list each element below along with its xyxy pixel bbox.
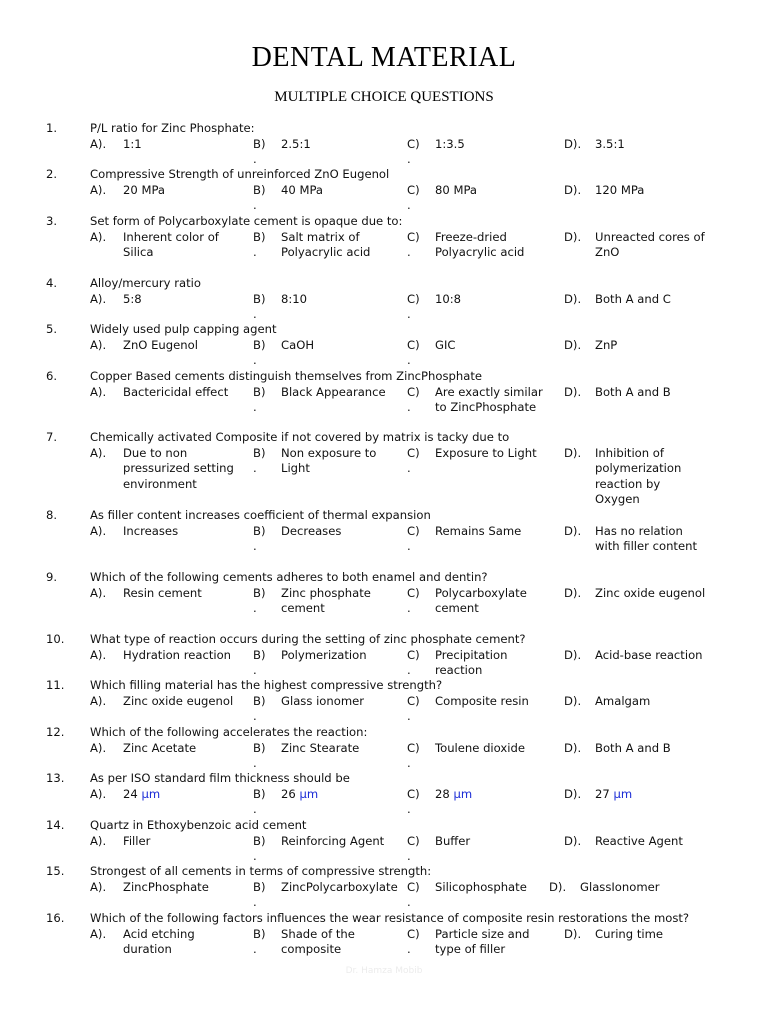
option-b-text: CaOH bbox=[281, 337, 315, 352]
question-number: 10. bbox=[46, 632, 65, 646]
label-period: . bbox=[253, 198, 257, 212]
label-period: . bbox=[253, 461, 257, 475]
option-b-label: B) bbox=[253, 647, 266, 662]
option-c-text: Remains Same bbox=[435, 523, 522, 538]
option-a-text: Zinc Acetate bbox=[123, 740, 197, 755]
option-d-text: Unreacted cores of ZnO bbox=[595, 229, 705, 259]
option-c-text: GIC bbox=[435, 337, 456, 352]
option-c-label: C) bbox=[407, 229, 420, 244]
option-b-text: Glass ionomer bbox=[281, 693, 365, 708]
question-text: What type of reaction occurs during the setting of zinc phosphate cement? bbox=[90, 632, 526, 646]
question-number: 14. bbox=[46, 818, 65, 832]
option-a-label: A). bbox=[90, 523, 107, 538]
option-c-text: Exposure to Light bbox=[435, 445, 537, 460]
option-b-label: B) bbox=[253, 136, 266, 151]
option-c-text: Toulene dioxide bbox=[435, 740, 525, 755]
option-b-text: Decreases bbox=[281, 523, 342, 538]
option-b-text: Non exposure to Light bbox=[281, 445, 377, 475]
option-d-text: Reactive Agent bbox=[595, 833, 683, 848]
option-b-label: B) bbox=[253, 445, 266, 460]
option-b-text: Polymerization bbox=[281, 647, 367, 662]
option-d-text: Has no relation with filler content bbox=[595, 523, 698, 553]
option-b-label: B) bbox=[253, 926, 266, 941]
question-number: 5. bbox=[46, 322, 58, 336]
option-c-label: C) bbox=[407, 523, 420, 538]
option-b-label: B) bbox=[253, 833, 266, 848]
label-period: . bbox=[407, 942, 411, 956]
unit-micrometer: µm bbox=[141, 786, 161, 801]
question-number: 12. bbox=[46, 725, 65, 739]
option-a-label: A). bbox=[90, 647, 107, 662]
label-period: . bbox=[407, 461, 411, 475]
option-d-text: 27 µm bbox=[595, 786, 633, 801]
question-text: P/L ratio for Zinc Phosphate: bbox=[90, 121, 255, 135]
option-a-label: A). bbox=[90, 229, 107, 244]
label-period: . bbox=[253, 709, 257, 723]
option-a-text: Due to non pressurized setting environment bbox=[123, 445, 234, 491]
option-b-label: B) bbox=[253, 229, 266, 244]
question-text: Copper Based cements distinguish themselves from ZincPhosphate bbox=[90, 369, 483, 383]
question-text: Widely used pulp capping agent bbox=[90, 322, 277, 336]
question-number: 2. bbox=[46, 167, 58, 181]
label-period: . bbox=[407, 353, 411, 367]
question-text: Which of the following accelerates the reaction: bbox=[90, 725, 368, 739]
option-b-text: 2.5:1 bbox=[281, 136, 311, 151]
option-b-text: Salt matrix of Polyacrylic acid bbox=[281, 229, 371, 259]
label-period: . bbox=[253, 756, 257, 770]
option-c-text: 10:8 bbox=[435, 291, 462, 306]
option-b-text: Zinc phosphate cement bbox=[281, 585, 371, 615]
option-b-text: Reinforcing Agent bbox=[281, 833, 385, 848]
option-a-text: Filler bbox=[123, 833, 151, 848]
option-a-label: A). bbox=[90, 879, 107, 894]
label-period: . bbox=[253, 849, 257, 863]
question-number: 4. bbox=[46, 276, 58, 290]
question-number: 1. bbox=[46, 121, 58, 135]
option-a-label: A). bbox=[90, 136, 107, 151]
label-period: . bbox=[253, 400, 257, 414]
option-d-label: D). bbox=[564, 740, 582, 755]
option-a-text: 24 µm bbox=[123, 786, 161, 801]
option-c-text: Are exactly similar to ZincPhosphate bbox=[435, 384, 543, 414]
option-b-text: 8:10 bbox=[281, 291, 308, 306]
option-c-text: Buffer bbox=[435, 833, 471, 848]
unit-micrometer: µm bbox=[453, 786, 473, 801]
question-text: Which of the following factors influences the wear resistance of composite resin restorations the most? bbox=[90, 911, 690, 925]
option-c-text: Freeze-dried Polyacrylic acid bbox=[435, 229, 525, 259]
label-period: . bbox=[253, 802, 257, 816]
option-a-label: A). bbox=[90, 445, 107, 460]
question-text: Alloy/mercury ratio bbox=[90, 276, 201, 290]
option-c-label: C) bbox=[407, 693, 420, 708]
label-period: . bbox=[407, 307, 411, 321]
option-d-label: D). bbox=[564, 136, 582, 151]
option-c-text: 1:3.5 bbox=[435, 136, 465, 151]
question-number: 8. bbox=[46, 508, 58, 522]
option-d-label: D). bbox=[564, 523, 582, 538]
option-c-label: C) bbox=[407, 337, 420, 352]
option-c-label: C) bbox=[407, 384, 420, 399]
option-a-label: A). bbox=[90, 740, 107, 755]
label-period: . bbox=[407, 663, 411, 677]
option-d-text: Curing time bbox=[595, 926, 664, 941]
option-c-label: C) bbox=[407, 136, 420, 151]
label-period: . bbox=[253, 245, 257, 259]
option-d-text: Both A and B bbox=[595, 384, 671, 399]
option-c-label: C) bbox=[407, 182, 420, 197]
option-b-label: B) bbox=[253, 740, 266, 755]
option-d-text: Both A and B bbox=[595, 740, 671, 755]
option-a-label: A). bbox=[90, 926, 107, 941]
option-a-text: 20 MPa bbox=[123, 182, 166, 197]
option-a-label: A). bbox=[90, 291, 107, 306]
option-d-label: D). bbox=[564, 585, 582, 600]
unit-micrometer: µm bbox=[613, 786, 633, 801]
label-period: . bbox=[407, 400, 411, 414]
label-period: . bbox=[253, 895, 257, 909]
question-text: Quartz in Ethoxybenzoic acid cement bbox=[90, 818, 307, 832]
option-d-text: Amalgam bbox=[595, 693, 651, 708]
option-c-label: C) bbox=[407, 445, 420, 460]
option-a-label: A). bbox=[90, 693, 107, 708]
option-b-label: B) bbox=[253, 523, 266, 538]
label-period: . bbox=[407, 245, 411, 259]
option-d-label: D). bbox=[564, 786, 582, 801]
option-a-text: Bactericidal effect bbox=[123, 384, 229, 399]
option-d-text: Inhibition of polymerization reaction by Oxygen bbox=[595, 445, 682, 506]
question-text: Which of the following cements adheres to both enamel and dentin? bbox=[90, 570, 488, 584]
option-d-label: D). bbox=[564, 384, 582, 399]
label-period: . bbox=[407, 756, 411, 770]
page-subtitle: MULTIPLE CHOICE QUESTIONS bbox=[274, 89, 494, 105]
option-a-label: A). bbox=[90, 833, 107, 848]
option-a-label: A). bbox=[90, 182, 107, 197]
label-period: . bbox=[407, 198, 411, 212]
option-b-label: B) bbox=[253, 585, 266, 600]
option-b-label: B) bbox=[253, 786, 266, 801]
label-period: . bbox=[253, 152, 257, 166]
question-text: Chemically activated Composite if not covered by matrix is tacky due to bbox=[90, 430, 510, 444]
option-d-text: 3.5:1 bbox=[595, 136, 625, 151]
option-b-text: Black Appearance bbox=[281, 384, 386, 399]
label-period: . bbox=[407, 709, 411, 723]
label-period: . bbox=[407, 601, 411, 615]
option-c-label: C) bbox=[407, 926, 420, 941]
question-text: As filler content increases coefficient of thermal expansion bbox=[90, 508, 431, 522]
option-c-label: C) bbox=[407, 833, 420, 848]
option-c-text: Silicophosphate bbox=[435, 879, 527, 894]
unit-micrometer: µm bbox=[299, 786, 319, 801]
question-number: 11. bbox=[46, 678, 65, 692]
option-c-label: C) bbox=[407, 647, 420, 662]
question-number: 3. bbox=[46, 214, 58, 228]
option-a-text: Acid etching duration bbox=[123, 926, 195, 956]
option-d-label: D). bbox=[564, 926, 582, 941]
question-text: Strongest of all cements in terms of compressive strength: bbox=[90, 864, 432, 878]
label-period: . bbox=[407, 152, 411, 166]
label-period: . bbox=[407, 539, 411, 553]
label-period: . bbox=[253, 353, 257, 367]
label-period: . bbox=[253, 539, 257, 553]
option-a-label: A). bbox=[90, 786, 107, 801]
question-number: 16. bbox=[46, 911, 65, 925]
label-period: . bbox=[407, 895, 411, 909]
option-d-text: ZnP bbox=[595, 337, 618, 352]
question-number: 13. bbox=[46, 771, 65, 785]
option-b-label: B) bbox=[253, 384, 266, 399]
option-b-text: Shade of the composite bbox=[281, 926, 355, 956]
option-a-label: A). bbox=[90, 337, 107, 352]
option-a-text: 5:8 bbox=[123, 291, 142, 306]
question-number: 9. bbox=[46, 570, 58, 584]
option-b-label: B) bbox=[253, 879, 266, 894]
question-text: Compressive Strength of unreinforced ZnO Eugenol bbox=[90, 167, 390, 181]
option-b-text: 26 µm bbox=[281, 786, 319, 801]
page-title: DENTAL MATERIAL bbox=[251, 42, 517, 73]
question-text: Which filling material has the highest compressive strength? bbox=[90, 678, 443, 692]
question-text: Set form of Polycarboxylate cement is opaque due to: bbox=[90, 214, 403, 228]
option-d-text: 120 MPa bbox=[595, 182, 645, 197]
question-text: As per ISO standard film thickness should be bbox=[90, 771, 350, 785]
option-d-label: D). bbox=[564, 229, 582, 244]
option-d-text: Zinc oxide eugenol bbox=[595, 585, 706, 600]
footer-watermark: Dr. Hamza Mobib bbox=[345, 966, 423, 976]
question-number: 6. bbox=[46, 369, 58, 383]
option-d-label: D). bbox=[564, 291, 582, 306]
option-a-text: Hydration reaction bbox=[123, 647, 232, 662]
option-d-text: Acid-base reaction bbox=[595, 647, 703, 662]
label-period: . bbox=[407, 849, 411, 863]
option-d-label: D). bbox=[564, 693, 582, 708]
option-c-text: 28 µm bbox=[435, 786, 473, 801]
option-a-text: 1:1 bbox=[123, 136, 142, 151]
option-c-label: C) bbox=[407, 740, 420, 755]
option-a-text: Zinc oxide eugenol bbox=[123, 693, 234, 708]
option-c-text: 80 MPa bbox=[435, 182, 478, 197]
option-b-text: ZincPolycarboxylate bbox=[281, 879, 398, 894]
option-c-label: C) bbox=[407, 879, 420, 894]
option-b-label: B) bbox=[253, 337, 266, 352]
label-period: . bbox=[253, 601, 257, 615]
option-a-text: Increases bbox=[123, 523, 179, 538]
option-a-text: Inherent color of Silica bbox=[123, 229, 219, 259]
option-a-text: Resin cement bbox=[123, 585, 202, 600]
option-c-text: Particle size and type of filler bbox=[435, 926, 530, 956]
option-c-label: C) bbox=[407, 585, 420, 600]
option-a-text: ZincPhosphate bbox=[123, 879, 209, 894]
option-d-label: D). bbox=[549, 879, 567, 894]
question-number: 15. bbox=[46, 864, 65, 878]
question-number: 7. bbox=[46, 430, 58, 444]
option-c-label: C) bbox=[407, 786, 420, 801]
option-d-text: GlassIonomer bbox=[580, 879, 660, 894]
option-c-label: C) bbox=[407, 291, 420, 306]
option-a-text: ZnO Eugenol bbox=[123, 337, 198, 352]
option-d-label: D). bbox=[564, 182, 582, 197]
option-a-label: A). bbox=[90, 585, 107, 600]
option-b-label: B) bbox=[253, 291, 266, 306]
option-d-label: D). bbox=[564, 647, 582, 662]
option-a-label: A). bbox=[90, 384, 107, 399]
option-c-text: Polycarboxylate cement bbox=[435, 585, 527, 615]
option-d-label: D). bbox=[564, 445, 582, 460]
option-c-text: Precipitation reaction bbox=[435, 647, 508, 677]
label-period: . bbox=[253, 307, 257, 321]
option-b-label: B) bbox=[253, 182, 266, 197]
option-d-text: Both A and C bbox=[595, 291, 671, 306]
label-period: . bbox=[407, 802, 411, 816]
option-b-label: B) bbox=[253, 693, 266, 708]
option-d-label: D). bbox=[564, 337, 582, 352]
option-d-label: D). bbox=[564, 833, 582, 848]
option-b-text: Zinc Stearate bbox=[281, 740, 360, 755]
label-period: . bbox=[253, 942, 257, 956]
option-b-text: 40 MPa bbox=[281, 182, 324, 197]
option-c-text: Composite resin bbox=[435, 693, 529, 708]
label-period: . bbox=[253, 663, 257, 677]
